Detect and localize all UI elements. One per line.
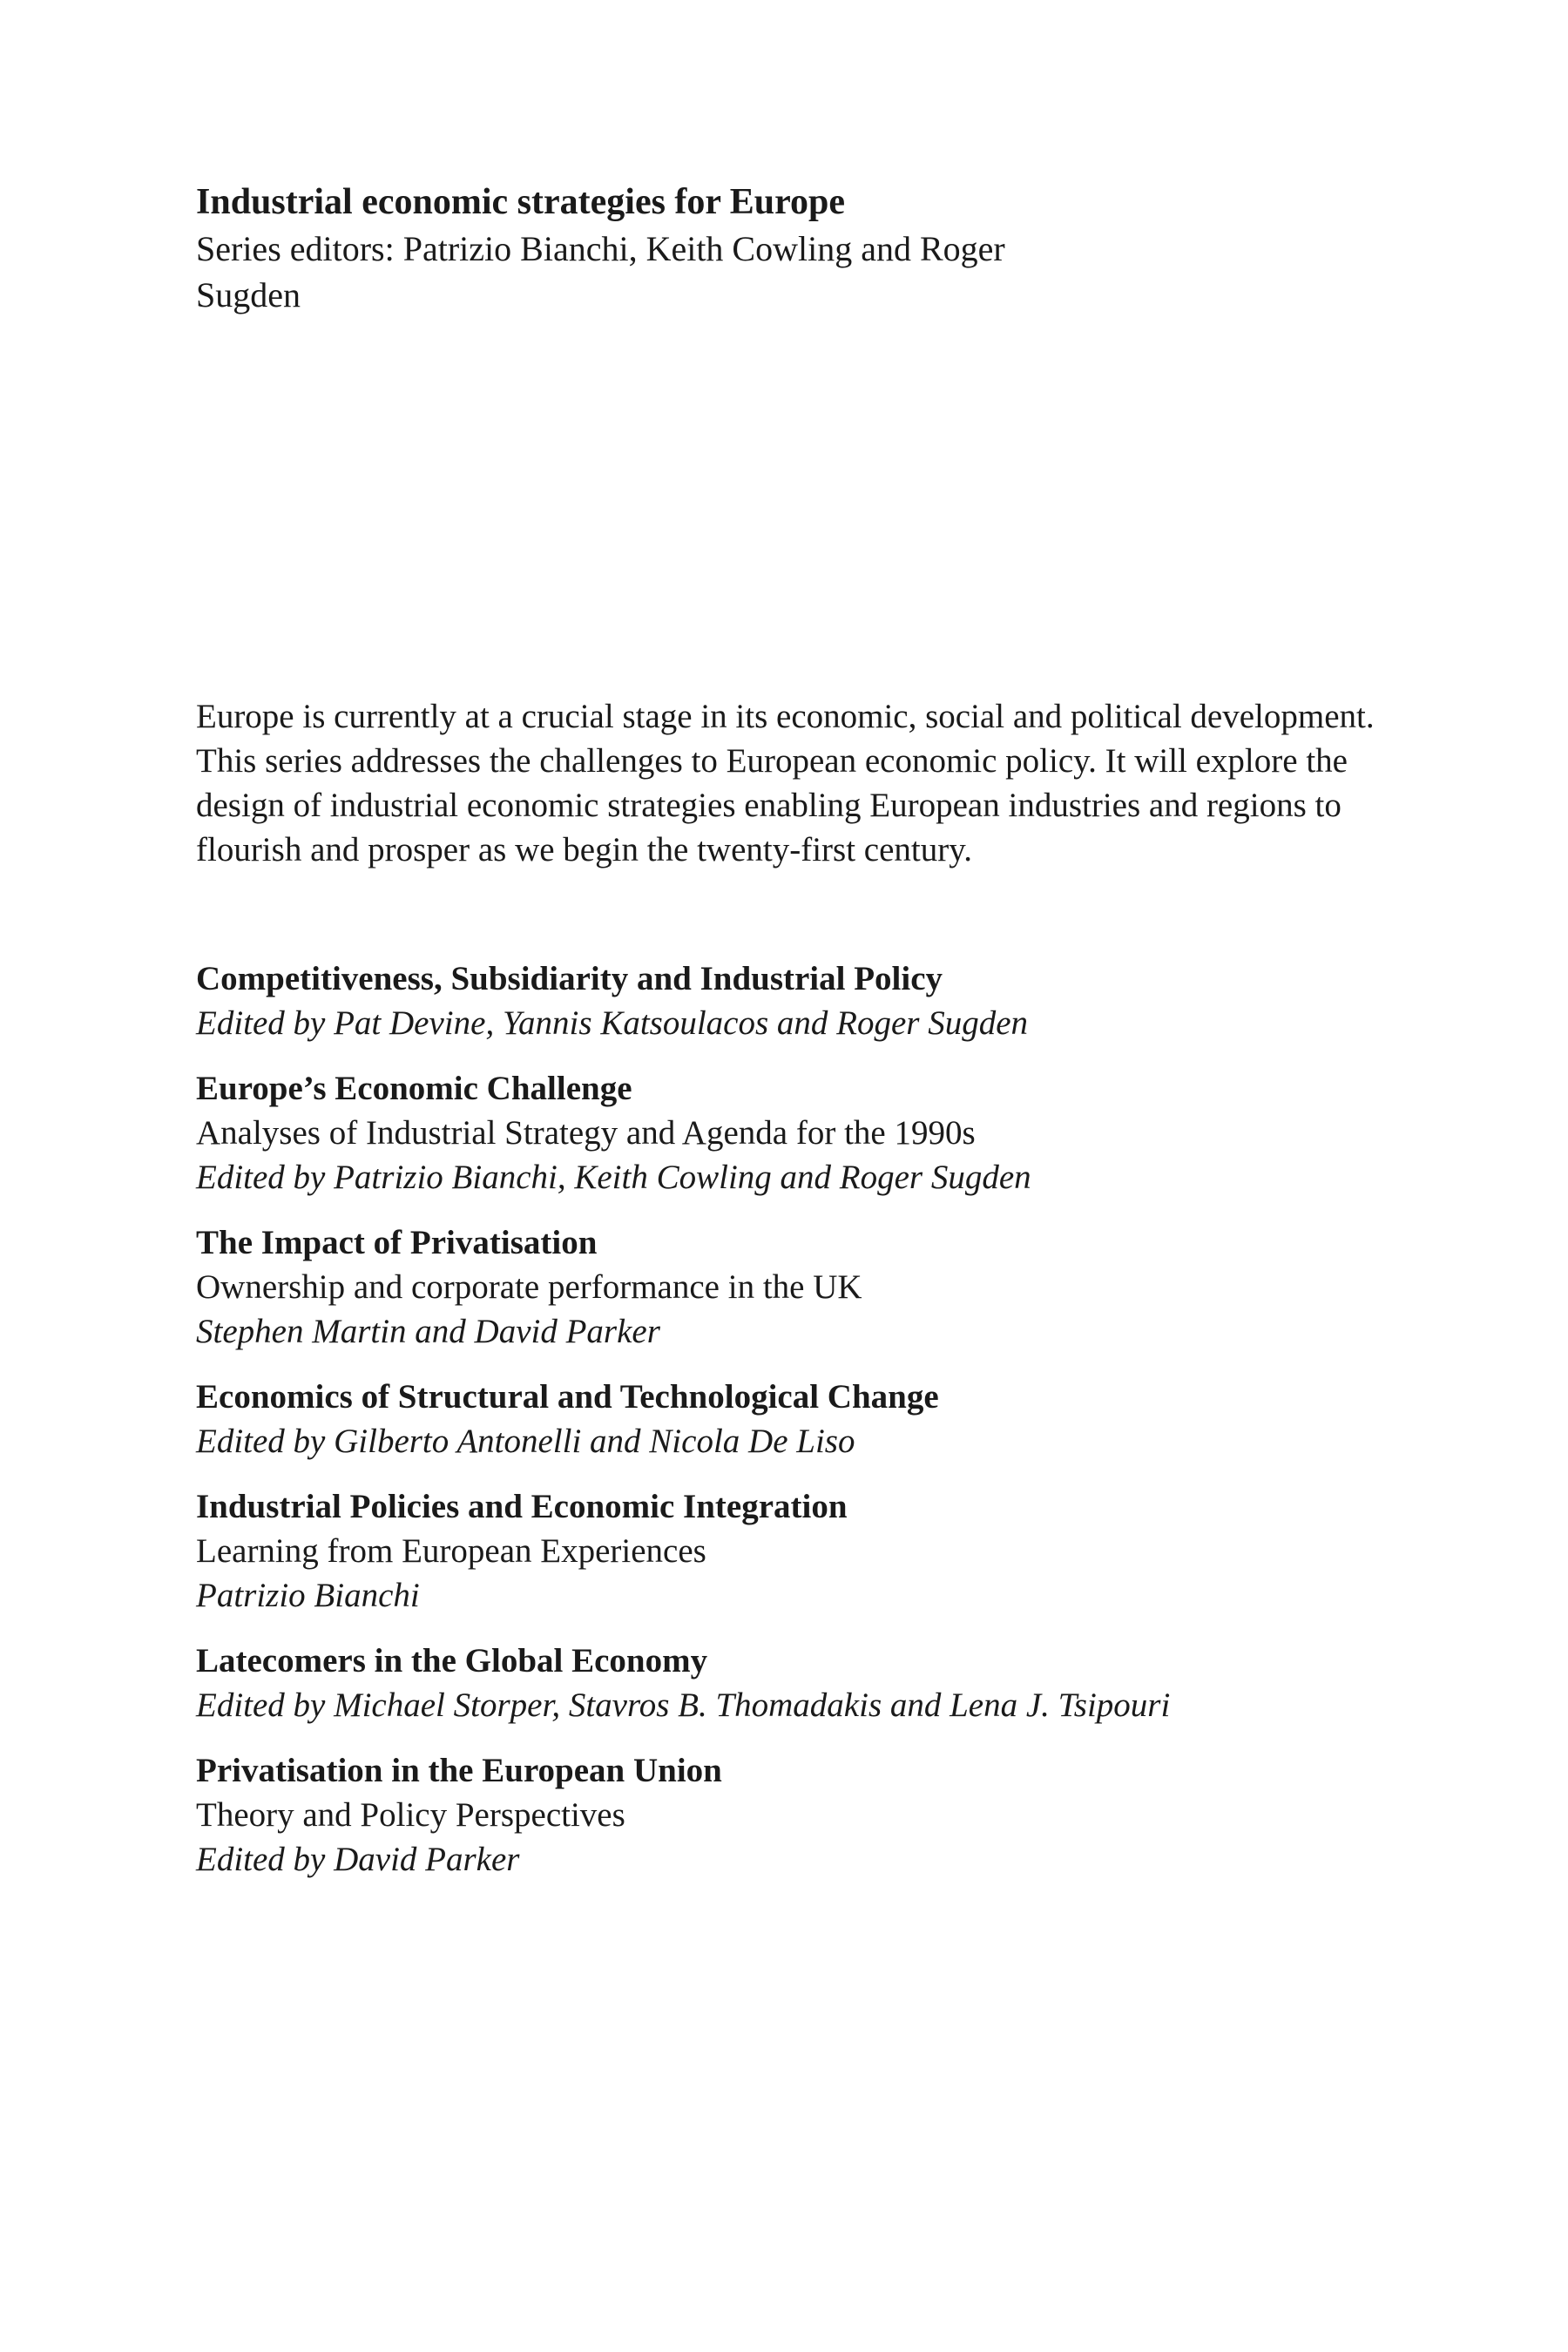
book-title: The Impact of Privatisation bbox=[196, 1224, 598, 1261]
book-subtitle: Theory and Policy Perspectives bbox=[196, 1796, 625, 1834]
series-editors: Series editors: Patrizio Bianchi, Keith Cowling and Roger Sugden bbox=[196, 229, 1005, 314]
book-entry bbox=[196, 1066, 1416, 1200]
series-description bbox=[196, 694, 1416, 872]
book-entry bbox=[196, 1639, 1416, 1727]
book-entry bbox=[196, 1748, 1416, 1882]
book-credit: Stephen Martin and David Parker bbox=[196, 1313, 660, 1350]
series-description-text: Europe is currently at a crucial stage in its economic, social and political development. This series addresses the challenges to European economic policy. It will explore the design of industrial economic strategies enabling European industries and regions to flourish and prosper as we begin the twenty-first century. bbox=[196, 698, 1375, 868]
series-title: Industrial economic strategies for Europe bbox=[196, 182, 846, 222]
book-title: Competitiveness, Subsidiarity and Industrial Policy bbox=[196, 960, 943, 997]
book-entry bbox=[196, 1375, 1416, 1463]
book-entry bbox=[196, 1484, 1416, 1618]
book-credit: Edited by David Parker bbox=[196, 1841, 520, 1878]
book-entry bbox=[196, 956, 1416, 1045]
book-title: Latecomers in the Global Economy bbox=[196, 1642, 708, 1680]
book-credit: Edited by Gilberto Antonelli and Nicola De Liso bbox=[196, 1423, 855, 1460]
series-header bbox=[196, 179, 1416, 318]
book-title: Europe’s Economic Challenge bbox=[196, 1070, 632, 1107]
book-credit: Edited by Pat Devine, Yannis Katsoulacos and Roger Sugden bbox=[196, 1004, 1029, 1042]
book-subtitle: Analyses of Industrial Strategy and Agenda for the 1990s bbox=[196, 1114, 976, 1152]
book-title: Privatisation in the European Union bbox=[196, 1752, 722, 1789]
book-subtitle: Ownership and corporate performance in the UK bbox=[196, 1268, 862, 1306]
book-entry bbox=[196, 1220, 1416, 1354]
series-book-list bbox=[196, 956, 1416, 1903]
book-credit: Edited by Patrizio Bianchi, Keith Cowling and Roger Sugden bbox=[196, 1159, 1031, 1196]
book-subtitle: Learning from European Experiences bbox=[196, 1532, 706, 1570]
book-title: Economics of Structural and Technological Change bbox=[196, 1378, 939, 1416]
book-credit: Patrizio Bianchi bbox=[196, 1577, 420, 1614]
book-title: Industrial Policies and Economic Integration bbox=[196, 1488, 848, 1525]
book-credit: Edited by Michael Storper, Stavros B. Thomadakis and Lena J. Tsipouri bbox=[196, 1686, 1171, 1724]
